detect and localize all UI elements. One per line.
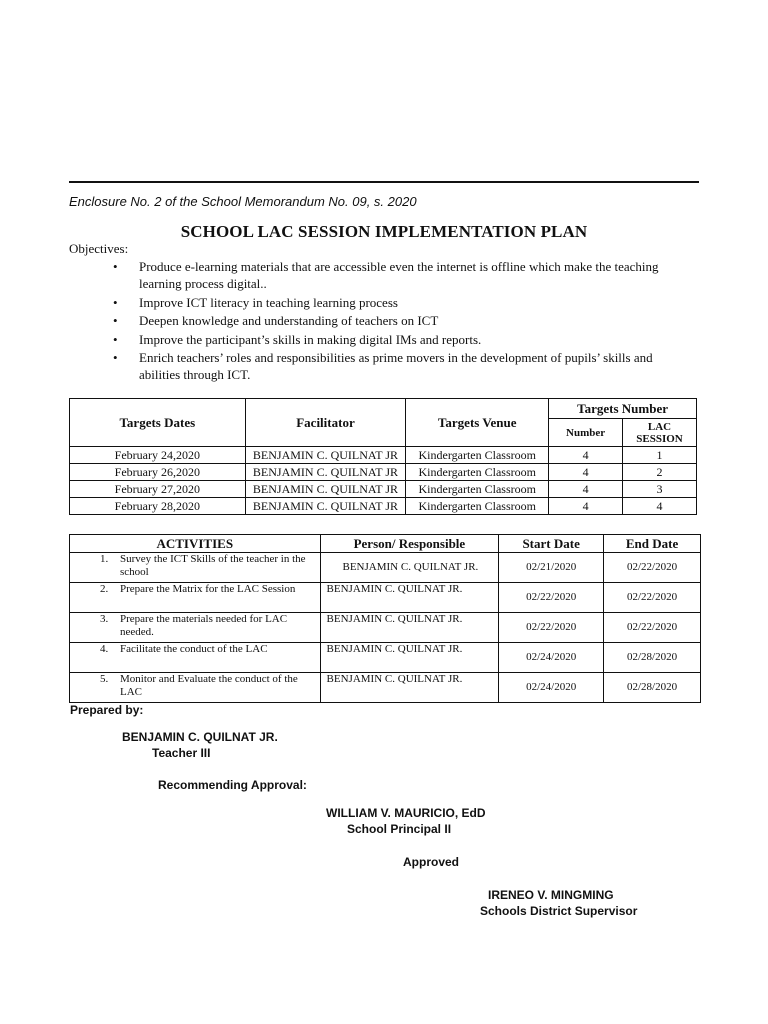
objective-item: [113, 294, 673, 311]
recommender-title: School Principal II: [347, 822, 452, 836]
cell-person: BENJAMIN C. QUILNAT JR.: [320, 673, 499, 703]
header-person-responsible: Person/ Responsible: [320, 535, 499, 553]
cell-date: February 27,2020: [70, 481, 246, 498]
approved-label: Approved: [403, 855, 460, 869]
cell-end-date: 02/22/2020: [604, 613, 701, 643]
cell-start-date: 02/22/2020: [499, 583, 604, 613]
page-title: SCHOOL LAC SESSION IMPLEMENTATION PLAN: [180, 222, 588, 241]
header-target-dates: Targets Dates: [70, 399, 246, 447]
header-number: Number: [549, 419, 623, 447]
cell-venue: Kindergarten Classroom: [406, 498, 549, 515]
cell-number: 4: [549, 481, 623, 498]
recommender-name: WILLIAM V. MAURICIO, EdD: [326, 806, 486, 820]
objectives-label: Objectives:: [69, 241, 129, 256]
cell-facilitator: BENJAMIN C. QUILNAT JR: [245, 447, 406, 464]
cell-end-date: 02/22/2020: [604, 583, 701, 613]
activity-number: 3.: [100, 613, 109, 625]
table-row: [70, 643, 701, 673]
table-row: [70, 481, 697, 498]
objective-text: Enrich teachers’ roles and responsibilities as prime movers in the development of pupils’ skills and abilities through ICT.: [139, 350, 653, 382]
cell-person: BENJAMIN C. QUILNAT JR.: [320, 583, 499, 613]
bullet-icon: •: [113, 259, 118, 274]
cell-activity: [70, 643, 321, 673]
activity-number: 1.: [100, 553, 109, 565]
cell-lac: 2: [623, 464, 697, 481]
activity-text: Prepare the Matrix for the LAC Session: [120, 583, 296, 595]
cell-facilitator: BENJAMIN C. QUILNAT JR: [245, 464, 406, 481]
approver-name: IRENEO V. MINGMING: [488, 888, 614, 902]
cell-number: 4: [549, 498, 623, 515]
activity-number: 4.: [100, 643, 109, 655]
enclosure-note: Enclosure No. 2 of the School Memorandum No. 09, s. 2020: [69, 194, 417, 209]
cell-start-date: 02/22/2020: [499, 613, 604, 643]
cell-venue: Kindergarten Classroom: [406, 464, 549, 481]
activity-text: Prepare the materials needed for LAC needed.: [120, 613, 288, 638]
activity-text: Facilitate the conduct of the LAC: [120, 643, 268, 655]
preparer-name: BENJAMIN C. QUILNAT JR.: [122, 730, 278, 744]
objective-text: Deepen knowledge and understanding of teachers on ICT: [139, 313, 439, 328]
cell-venue: Kindergarten Classroom: [406, 481, 549, 498]
objective-text: Improve ICT literacy in teaching learning process: [139, 294, 398, 310]
table-row: [70, 464, 697, 481]
cell-activity: [70, 613, 321, 643]
approver-title: Schools District Supervisor: [480, 904, 638, 918]
header-activities: ACTIVITIES: [70, 535, 321, 553]
cell-person: BENJAMIN C. QUILNAT JR.: [320, 613, 499, 643]
cell-start-date: 02/24/2020: [499, 673, 604, 703]
header-start-date: Start Date: [499, 535, 604, 553]
activity-text: Monitor and Evaluate the conduct of the LAC: [120, 673, 298, 698]
cell-lac: 1: [623, 447, 697, 464]
cell-facilitator: BENJAMIN C. QUILNAT JR: [245, 498, 406, 515]
header-targets-number: Targets Number: [549, 399, 697, 419]
cell-person: BENJAMIN C. QUILNAT JR.: [320, 643, 499, 673]
table-row: [70, 613, 701, 643]
cell-end-date: 02/28/2020: [604, 643, 701, 673]
table-row: [70, 673, 701, 703]
header-rule: [69, 181, 699, 183]
bullet-icon: •: [113, 331, 118, 347]
objectives-list: [113, 258, 673, 385]
header-facilitator: Facilitator: [245, 399, 406, 447]
activity-number: 2.: [100, 583, 109, 595]
cell-date: February 28,2020: [70, 498, 246, 515]
cell-activity: [70, 673, 321, 703]
prepared-by-label: Prepared by:: [70, 703, 144, 717]
table-row: [70, 553, 701, 583]
cell-activity: [70, 583, 321, 613]
bullet-icon: •: [113, 350, 118, 365]
table-row: [70, 447, 697, 464]
cell-activity: [70, 553, 321, 583]
objective-item: [113, 349, 673, 383]
preparer-title: Teacher III: [152, 746, 211, 760]
activities-table: [69, 534, 701, 703]
bullet-icon: •: [113, 313, 118, 328]
cell-end-date: 02/28/2020: [604, 673, 701, 703]
bullet-icon: •: [113, 294, 118, 310]
cell-start-date: 02/24/2020: [499, 643, 604, 673]
cell-lac: 4: [623, 498, 697, 515]
cell-date: February 26,2020: [70, 464, 246, 481]
cell-facilitator: BENJAMIN C. QUILNAT JR: [245, 481, 406, 498]
table-row: [70, 583, 701, 613]
cell-number: 4: [549, 464, 623, 481]
cell-date: February 24,2020: [70, 447, 246, 464]
objective-item: [113, 331, 673, 348]
header-target-venue: Targets Venue: [406, 399, 549, 447]
activity-number: 5.: [100, 673, 109, 685]
objective-item: [113, 312, 673, 329]
objective-item: [113, 258, 673, 292]
activity-text: Survey the ICT Skills of the teacher in the school: [120, 553, 306, 578]
cell-number: 4: [549, 447, 623, 464]
cell-person: BENJAMIN C. QUILNAT JR.: [320, 553, 499, 583]
objective-text: Produce e-learning materials that are accessible even the internet is offline which make the teaching learning process digital..: [139, 259, 659, 291]
recommending-approval-label: Recommending Approval:: [158, 778, 307, 792]
cell-lac: 3: [623, 481, 697, 498]
cell-start-date: 02/21/2020: [499, 553, 604, 583]
table-row: [70, 498, 697, 515]
cell-venue: Kindergarten Classroom: [406, 447, 549, 464]
header-lac-session: LAC SESSION: [623, 419, 697, 447]
objective-text: Improve the participant’s skills in making digital IMs and reports.: [139, 331, 482, 347]
targets-table: [69, 398, 697, 515]
header-end-date: End Date: [604, 535, 701, 553]
cell-end-date: 02/22/2020: [604, 553, 701, 583]
